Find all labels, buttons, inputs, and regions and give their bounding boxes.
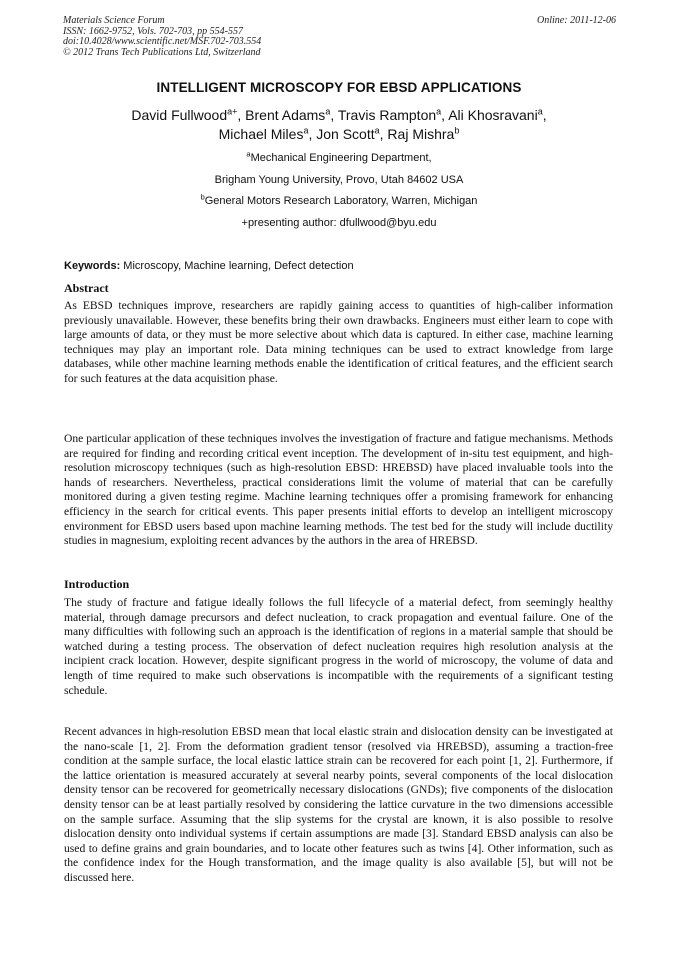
- abstract-heading: Abstract: [64, 281, 109, 295]
- author-superscript: a: [325, 106, 331, 117]
- author-list: David Fullwood$^{a+}$, Brent Adams$^a$, Travis Rampton$^a$, Ali Khosravani$^a$, Michael Miles$^a$, Jon Scott$^a$, Raj Mishra$^b$: [131, 106, 547, 142]
- affiliation-a-line1: $^a$Mechanical Engineering Department,: [246, 149, 432, 164]
- author-name: Jon Scott: [316, 126, 375, 142]
- author-name: David Fullwood: [131, 107, 228, 123]
- issn-line: ISSN: 1662-9752, Vols. 702-703, pp 554-557: [63, 25, 243, 37]
- presenting-author: +presenting author: dfullwood@byu.edu: [241, 217, 437, 229]
- journal-name: Materials Science Forum: [63, 15, 165, 26]
- author-superscript: b: [454, 125, 460, 136]
- author-name: Ali Khosravani: [448, 107, 538, 123]
- keywords-text: Microscopy, Machine learning, Defect detection: [120, 260, 354, 272]
- online-date: Online: 2011-12-06: [537, 15, 616, 26]
- author-name: Michael Miles: [218, 126, 304, 142]
- author-superscript: a: [374, 125, 380, 136]
- doi-line: doi:10.4028/www.scientific.net/MSF.702-703.554: [63, 36, 262, 47]
- keywords-label: Keywords:: [64, 260, 121, 272]
- introduction-paragraph-2: Recent advances in high-resolution EBSD mean that local elastic strain and dislocation density can be investigated at the nano-scale [1, 2]. From the deformation gradient tensor (resolved via HREBSD), assuming a traction-free condition at the sample surface, the local elastic lattice strain can be recovered for each point [1, 2]. Furthermore, if the lattice orientation is measured accurately at several nearby points, several components of the local dislocation density tensor can be recovered for geometrically necessary dislocations (GNDs); five components of the dislocation density tensor can be at least partially resolved by considering the lattice curvature in the two dimensions accessible on the sample surface. Assuming that the slip systems for the crystal are known, it is also possible to resolve dislocation density onto individual systems if certain assumptions are made [3]. Standard EBSD analysis can also be used to define grains and grain boundaries, and to locate other features such as twins [4]. Other information, such as the confidence index for the Hough transformation, and the image quality is also available [5], but will not be discussed here.: [64, 725, 613, 884]
- affiliation-superscript: a: [246, 149, 251, 159]
- abstract-paragraph-2: One particular application of these techniques involves the investigation of fracture and fatigue mechanisms. Methods are required for finding and recording critical event inception. The development of in-situ test equipment, and high-resolution microscopy techniques (such as high-resolution EBSD: HREBSD) have placed invaluable tools into the hands of researchers. Nevertheless, practical considerations limit the volume of material that can be carefully monitored during a given testing regime. Machine learning techniques offer a promising framework for enhancing efficiency in the search for critical events. This paper presents initial efforts to develop an intelligent microscopy environment for EBSD users based upon machine learning methods. The test bed for the study will include ductility studies in magnesium, exploiting recent advances by the authors in the area of HREBSD.: [64, 432, 613, 548]
- affiliation-b-line: $^b$General Motors Research Laboratory, Warren, Michigan: [200, 192, 478, 207]
- affiliation-superscript: b: [200, 192, 205, 202]
- author-superscript: a+: [227, 106, 238, 117]
- author-name: Travis Rampton: [337, 107, 437, 123]
- author-superscript: a: [303, 125, 309, 136]
- paper-title: INTELLIGENT MICROSCOPY FOR EBSD APPLICATIONS: [156, 80, 522, 95]
- author-superscript: a: [436, 106, 442, 117]
- keywords: [64, 260, 354, 272]
- author-superscript: a: [537, 106, 543, 117]
- affiliation-a-line2: Brigham Young University, Provo, Utah 84602 USA: [214, 174, 464, 186]
- author-name: Brent Adams: [245, 107, 326, 123]
- journal-header: [63, 16, 616, 58]
- copyright-line: © 2012 Trans Tech Publications Ltd, Switzerland: [63, 46, 261, 58]
- introduction-paragraph-1: The study of fracture and fatigue ideally follows the full lifecycle of a material defect, from seemingly healthy material, through damage precursors and defect nucleation, to crack propagation and eventual failure. One of the many difficulties with following such an approach is the identification of regions in a material sample that should be watched during a testing process. The observation of defect nucleation requires high resolution analysis at the incipient crack location. However, despite significant progress in the world of microscopy, the volume of data and length of time required to make such observations is incompatible with the requirements of a significant testing schedule.: [64, 596, 613, 697]
- author-name: Raj Mishra: [387, 126, 455, 142]
- abstract-paragraph-1: As EBSD techniques improve, researchers are rapidly gaining access to quantities of high-caliber information previously unavailable. However, these benefits bring their own drawbacks. Engineers must either learn to cope with large amounts of data, or they must be more selective about which data is captured. In either case, machine learning techniques may play an important role. Data mining techniques can be used to extract knowledge from large databases, while other machine learning methods enable the identification of critical features, and the efficient search for such features at the data acquisition phase.: [64, 299, 613, 385]
- introduction-heading: Introduction: [64, 577, 130, 591]
